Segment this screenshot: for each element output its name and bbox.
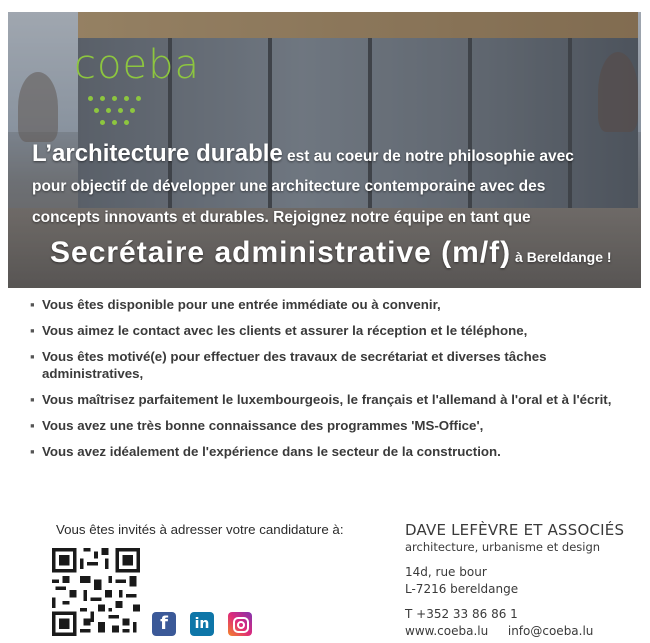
logo-dot (100, 120, 105, 125)
requirements-list (30, 296, 630, 469)
requirement-item: ▪ Vous êtes disponible pour une entrée immédiate ou à convenir, (30, 296, 630, 313)
website-link[interactable]: www.coeba.lu (405, 624, 489, 638)
intro-line-4 (50, 236, 612, 270)
qr-code (52, 548, 140, 636)
logo-dot (94, 108, 99, 113)
logo-dot (118, 108, 123, 113)
logo-dot (112, 96, 117, 101)
hero-banner (8, 12, 641, 288)
address-street: 14d, rue bour (405, 565, 487, 579)
logo-dot (124, 96, 129, 101)
company-contact (405, 521, 635, 640)
logo-dot (136, 96, 141, 101)
logo-dot (100, 96, 105, 101)
logo-dot (124, 120, 129, 125)
coeba-logo (74, 42, 214, 132)
requirement-item: ▪ Vous maîtrisez parfaitement le luxembourgeois, le français et l'allemand à l'oral et à l'écrit, (30, 391, 630, 408)
requirement-item: ▪ Vous aimez le contact avec les clients et assurer la réception et le téléphone, (30, 322, 630, 339)
apply-instruction: Vous êtes invités à adresser votre candidature à: (56, 522, 344, 537)
linkedin-icon[interactable]: in (190, 612, 214, 636)
logo-dot (130, 108, 135, 113)
address-city: L-7216 bereldange (405, 582, 519, 596)
intro-line-2: pour objectif de développer une architecture contemporaine avec des (32, 178, 546, 195)
company-address (405, 564, 635, 598)
email-link[interactable]: info@coeba.lu (507, 624, 594, 638)
logo-text: coeba (74, 42, 200, 88)
requirement-item: ▪ Vous avez une très bonne connaissance des programmes 'MS-Office', (30, 417, 630, 434)
logo-dot (88, 96, 93, 101)
company-phone: T +352 33 86 86 1 (405, 607, 518, 621)
instagram-icon[interactable] (228, 612, 252, 636)
facebook-icon[interactable]: f (152, 612, 176, 636)
company-name: DAVE LEFÈVRE ET ASSOCIÉS (405, 521, 625, 539)
position-location: à Bereldange ! (511, 249, 612, 265)
intro-line-1 (32, 140, 574, 168)
position-title: Secrétaire administrative (m/f) (50, 236, 512, 269)
requirement-item: ▪ Vous avez idéalement de l'expérience dans le secteur de la construction. (30, 443, 630, 460)
logo-dot (106, 108, 111, 113)
intro-line-1-rest: est au coeur de notre philosophie avec (282, 148, 574, 165)
intro-line-3: concepts innovants et durables. Rejoignez notre équipe en tant que (32, 209, 531, 226)
requirement-item: ▪ Vous êtes motivé(e) pour effectuer des travaux de secrétariat et diverses tâches administratives, (30, 348, 630, 382)
company-tagline: architecture, urbanisme et design (405, 540, 601, 554)
logo-dot (112, 120, 117, 125)
company-web-row (405, 623, 635, 640)
intro-highlight: L’architecture durable (32, 140, 283, 167)
